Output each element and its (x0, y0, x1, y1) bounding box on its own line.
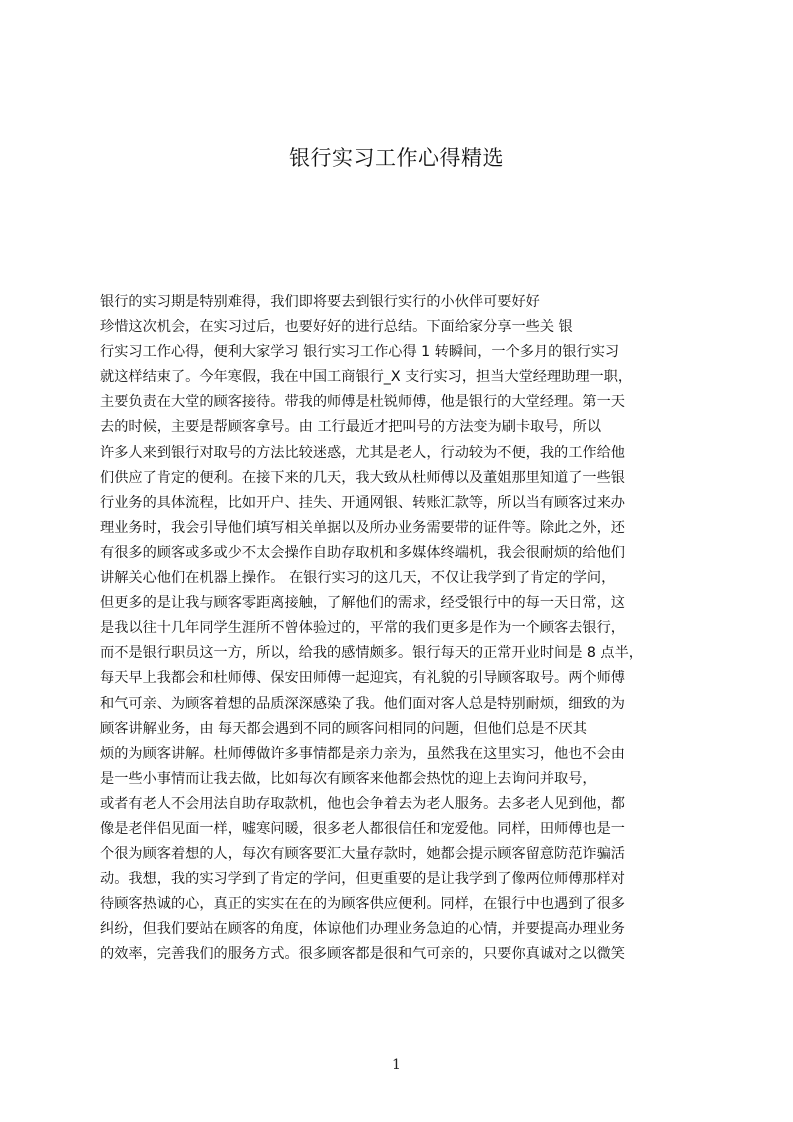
text-line: 主要负责在大堂的顾客接待。带我的师傅是杜锐师傅，他是银行的大堂经理。第一天 (100, 394, 625, 411)
text-line: 行业务的具体流程，比如开户、挂失、开通网银、转账汇款等，所以当有顾客过来办 (100, 494, 625, 511)
page-number: 1 (392, 1057, 401, 1073)
text-line: 待顾客热诚的心，真正的实实在在的为顾客供应便利。同样，在银行中也遇到了很多 (100, 896, 625, 913)
text-line: 和气可亲、为顾客着想的品质深深感染了我。他们面对客人总是特别耐烦，细致的为 (100, 695, 625, 712)
text-line: 行实习工作心得，便利大家学习 银行实习工作心得 1 转瞬间，一个多月的银行实习 (100, 344, 620, 361)
text-line: 珍惜这次机会，在实习过后，也要好好的进行总结。下面给家分享一些关 银 (100, 319, 573, 336)
text-line: 去的时候，主要是帮顾客拿号。由 工行最近才把叫号的方法变为刷卡取号，所以 (100, 419, 602, 436)
text-line: 每天早上我都会和杜师傅、保安田师傅一起迎宾，有礼貌的引导顾客取号。两个师傅 (100, 670, 625, 687)
text-line: 纠纷，但我们要站在顾客的角度，体谅他们办理业务急迫的心情，并要提高办理业务 (100, 921, 625, 938)
text-line: 的效率，完善我们的服务方式。很多顾客都是很和气可亲的，只要你真诚对之以微笑 (100, 946, 625, 963)
text-line: 动。我想，我的实习学到了肯定的学问，但更重要的是让我学到了像两位师傅那样对 (100, 871, 625, 888)
text-line: 或者有老人不会用法自助存取款机，他也会争着去为老人服务。去多老人见到他，都 (100, 795, 625, 812)
text-line: 许多人来到银行对取号的方法比较迷惑，尤其是老人，行动较为不便，我的工作给他 (100, 444, 625, 461)
text-line: 讲解关心他们在机器上操作。 在银行实习的这几天，不仅让我学到了肯定的学问， (100, 570, 616, 587)
page-title: 银行实习工作心得精选 (289, 146, 504, 170)
text-line: 银行的实习期是特别难得，我们即将要去到银行实行的小伙伴可要好好 (100, 294, 540, 310)
text-line: 烦的为顾客讲解。杜师傅做许多事情都是亲力亲为，虽然我在这里实习，他也不会由 (100, 745, 625, 762)
text-line: 们供应了肯定的便利。在接下来的几天，我大致从杜师傅以及董姐那里知道了一些银 (100, 469, 625, 486)
text-line: 有很多的顾客或多或少不太会操作自助存取机和多媒体终端机，我会很耐烦的给他们 (100, 544, 625, 561)
body-text (100, 290, 710, 968)
text-line: 个很为顾客着想的人，每次有顾客要汇大量存款时，她都会提示顾客留意防范诈骗活 (100, 846, 625, 863)
text-line: 就这样结束了。今年寒假，我在中国工商银行_X 支行实习，担当大堂经理助理一职， (100, 369, 633, 386)
text-line: 理业务时，我会引导他们填写相关单据以及所办业务需要带的证件等。除此之外，还 (100, 519, 625, 536)
text-line: 但更多的是让我与顾客零距离接触，了解他们的需求，经受银行中的每一天日常，这 (100, 595, 625, 612)
text-line: 是我以往十几年同学生涯所不曾体验过的，平常的我们更多是作为一个顾客去银行， (100, 620, 625, 637)
text-line: 像是老伴侣见面一样，嘘寒问暖，很多老人都很信任和宠爱他。同样，田师傅也是一 (100, 820, 625, 837)
text-line: 顾客讲解业务，由 每天都会遇到不同的顾客问相同的问题，但他们总是不厌其 (100, 720, 587, 737)
text-line: 是一些小事情而让我去做，比如每次有顾客来他都会热忱的迎上去询问并取号， (100, 770, 597, 787)
text-line: 而不是银行职员这一方，所以，给我的感情颇多。银行每天的正常开业时间是 8 点半， (100, 645, 643, 662)
